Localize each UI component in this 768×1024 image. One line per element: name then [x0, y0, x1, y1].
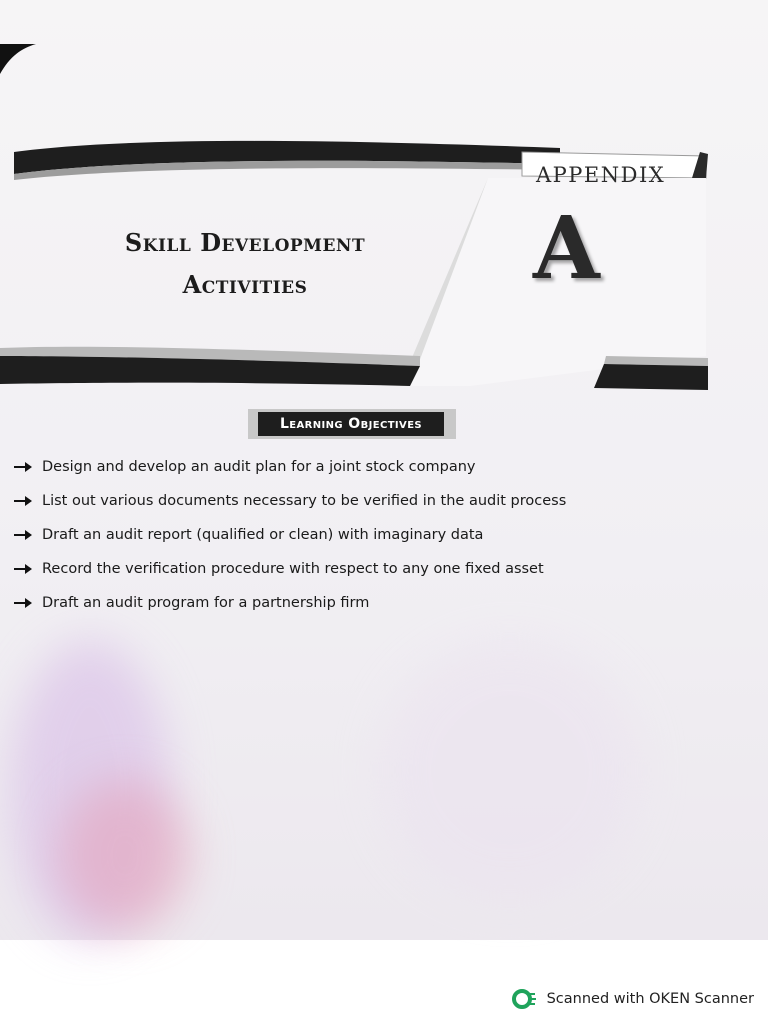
right-arrow-icon — [14, 563, 34, 575]
right-arrow-icon — [14, 461, 34, 473]
oken-scanner-logo-icon — [511, 988, 537, 1010]
appendix-label: APPENDIX — [536, 163, 666, 187]
appendix-letter: A — [533, 198, 600, 299]
scanner-text: Scanned with OKEN Scanner — [546, 991, 754, 1007]
objective-item — [14, 518, 754, 552]
title-line-2: Activities — [182, 270, 308, 299]
objective-item — [14, 586, 754, 620]
right-arrow-icon — [14, 495, 34, 507]
page-title — [40, 222, 450, 306]
scanner-watermark — [511, 988, 754, 1010]
scan-smudge — [60, 780, 190, 930]
learning-objectives-label: Learning Objectives — [258, 412, 444, 436]
objective-text: Draft an audit report (qualified or clean) with imaginary data — [42, 527, 484, 543]
right-arrow-icon — [14, 597, 34, 609]
objective-text: Record the verification procedure with respect to any one fixed asset — [42, 561, 544, 577]
objective-text: Design and develop an audit plan for a joint stock company — [42, 459, 476, 475]
objectives-list — [14, 450, 754, 620]
title-line-1: Skill Development — [124, 228, 366, 257]
objective-item — [14, 484, 754, 518]
objective-item — [14, 450, 754, 484]
objective-text: List out various documents necessary to be verified in the audit process — [42, 493, 567, 509]
scan-smudge — [380, 640, 640, 900]
objective-text: Draft an audit program for a partnership firm — [42, 595, 370, 611]
page-corner-shadow — [0, 44, 36, 74]
learning-objectives-heading — [248, 409, 456, 439]
objective-item — [14, 552, 754, 586]
right-arrow-icon — [14, 529, 34, 541]
